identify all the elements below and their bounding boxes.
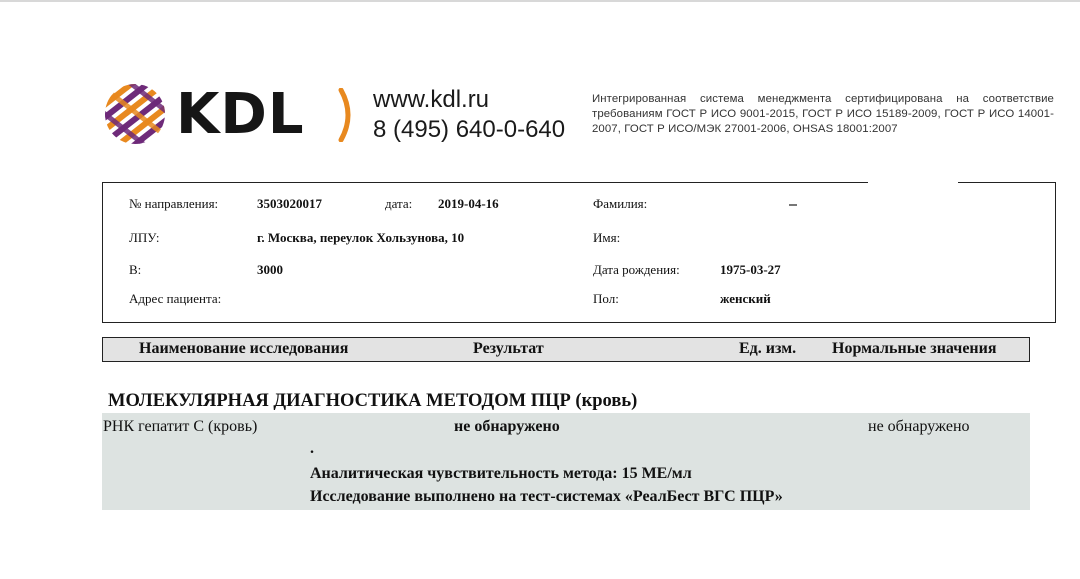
phone-number: 8 (495) 640-0-640 <box>373 116 566 143</box>
column-header-normal: Нормальные значения <box>832 340 997 357</box>
referral-label: № направления: <box>129 196 219 211</box>
v-label: В: <box>129 262 142 277</box>
test-system-note: Исследование выполнено на тест-системах «РеалБест ВГС ПЦР» <box>310 488 783 505</box>
kdl-logo-text: KDL <box>176 82 305 147</box>
date-value: 2019-04-16 <box>438 196 499 211</box>
redacted-mark <box>789 204 797 206</box>
test-name: РНК гепатит С (кровь) <box>103 418 258 435</box>
top-border-line <box>0 0 1080 2</box>
normal-value: не обнаружено <box>868 418 970 435</box>
sex-label: Пол: <box>593 291 619 306</box>
column-header-name: Наименование исследования <box>139 340 349 357</box>
v-value: 3000 <box>257 262 283 277</box>
sensitivity-note: Аналитическая чувствительность метода: 15 МЕ/мл <box>310 465 692 482</box>
results-table-header <box>102 337 1030 362</box>
address-label: Адрес пациента: <box>129 291 222 306</box>
test-result: не обнаружено <box>454 418 560 435</box>
sex-value: женский <box>720 291 771 306</box>
column-header-unit: Ед. изм. <box>739 340 797 357</box>
chevron-right-icon <box>337 88 359 142</box>
section-title: МОЛЕКУЛЯРНАЯ ДИАГНОСТИКА МЕТОДОМ ПЦР (кровь) <box>108 391 638 411</box>
certification-text: Интегрированная система менеджмента сертифицирована на соответствие требованиям ГОСТ Р ИСО 9001-2015, ГОСТ Р ИСО 15189-2009, ГОСТ Р ИСО 14001-2007, ГОСТ Р ИСО/МЭК 27001-2006, OHSAS 18001:2007 <box>592 93 1054 135</box>
website-link[interactable]: www.kdl.ru <box>373 86 490 113</box>
name-label: Имя: <box>593 230 621 245</box>
kdl-logo-icon <box>104 83 166 145</box>
lpu-label: ЛПУ: <box>129 230 160 245</box>
patient-info-box <box>102 182 1056 323</box>
referral-value: 3503020017 <box>257 196 322 211</box>
column-header-result: Результат <box>473 340 544 357</box>
birth-label: Дата рождения: <box>593 262 680 277</box>
surname-label: Фамилия: <box>593 196 648 211</box>
result-dot: . <box>310 440 314 457</box>
birth-value: 1975-03-27 <box>720 262 781 277</box>
redaction-mask <box>868 180 958 186</box>
lpu-value: г. Москва, переулок Хользунова, 10 <box>257 230 465 245</box>
date-label: дата: <box>385 196 413 211</box>
